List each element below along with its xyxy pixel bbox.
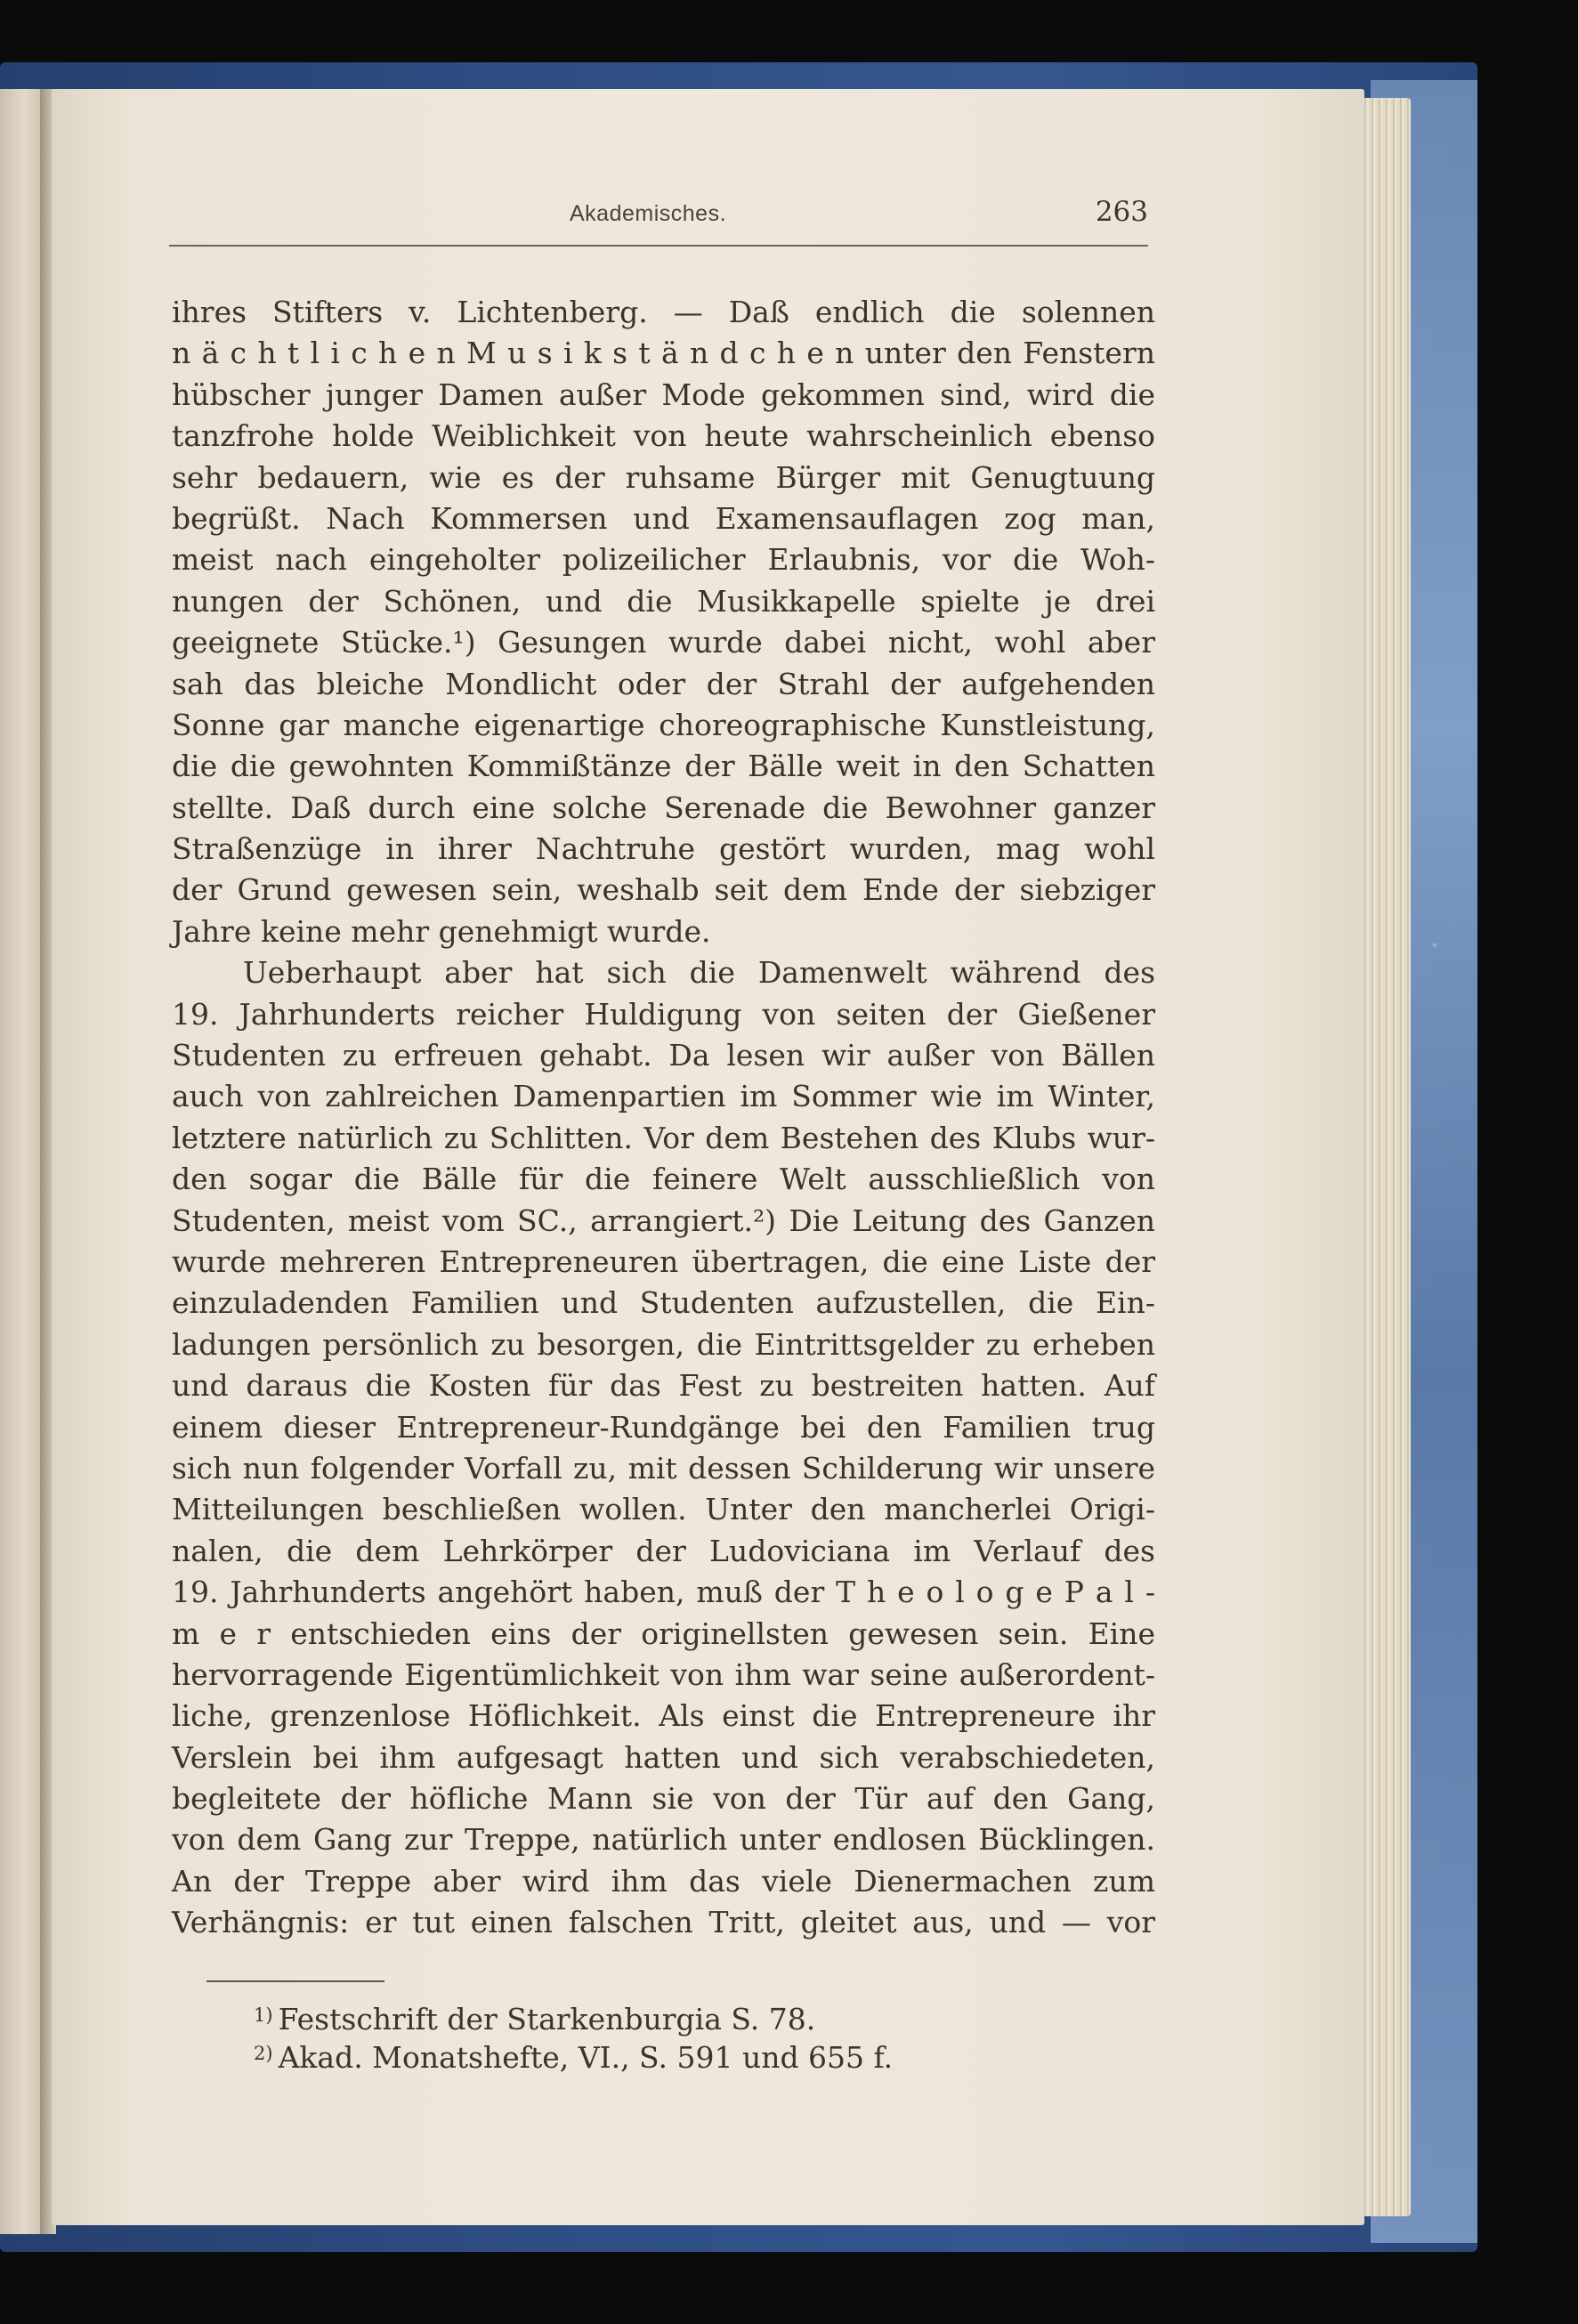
text-line: einzuladenden Familien und Studenten aufzustellen, die Ein- bbox=[172, 1285, 1155, 1321]
running-head: Akademisches. bbox=[570, 201, 727, 226]
text-line: Ueberhaupt aber hat sich die Damenwelt während des bbox=[243, 955, 1155, 991]
page-header bbox=[169, 196, 1148, 240]
text-line: hübscher junger Damen außer Mode gekommen sind, wird die bbox=[172, 377, 1155, 412]
page-number: 263 bbox=[1095, 196, 1148, 228]
header-rule bbox=[169, 245, 1148, 247]
footnote-text: Akad. Monatshefte, VI., S. 591 und 655 f. bbox=[278, 2040, 894, 2075]
text-line: Verslein bei ihm aufgesagt hatten und sich verabschiedeten, bbox=[172, 1739, 1155, 1775]
text-line: geeignete Stücke.¹) Gesungen wurde dabei nicht, wohl aber bbox=[172, 625, 1155, 660]
footnote-mark: 1) bbox=[254, 2004, 273, 2026]
text-line: meist nach eingeholter polizeilicher Erlaubnis, vor die Woh- bbox=[172, 542, 1155, 578]
text-line: ihres Stifters v. Lichtenberg. — Daß endlich die solennen bbox=[172, 295, 1155, 329]
text-line: von dem Gang zur Treppe, natürlich unter endlosen Bücklingen. bbox=[172, 1822, 1155, 1858]
text-line: nungen der Schönen, und die Musikkapelle spielte je drei bbox=[172, 583, 1155, 619]
text-line: begleitete der höfliche Mann sie von der Tür auf den Gang, bbox=[172, 1781, 1155, 1817]
text-line: stellte. Daß durch eine solche Serenade die Bewohner ganzer bbox=[172, 790, 1155, 825]
text-line: nalen, die dem Lehrkörper der Ludoviciana im Verlauf des bbox=[172, 1533, 1155, 1568]
text-line: die die gewohnten Kommißtänze der Bälle weit in den Schatten bbox=[172, 749, 1155, 784]
text-line: sich nun folgender Vorfall zu, mit dessen Schilderung wir unsere bbox=[172, 1450, 1155, 1486]
text-line: hervorragende Eigentümlichkeit von ihm war seine außerordent- bbox=[172, 1656, 1155, 1692]
text-line: einem dieser Entrepreneur-Rundgänge bei den Familien trug bbox=[172, 1409, 1155, 1445]
text-line: ladungen persönlich zu besorgen, die Eintrittsgelder zu erheben bbox=[172, 1326, 1155, 1362]
text-line: den sogar die Bälle für die feinere Welt ausschließlich von bbox=[172, 1162, 1155, 1197]
body-text bbox=[172, 292, 1155, 1944]
footnotes bbox=[254, 1998, 893, 2075]
text-line: der Grund gewesen sein, weshalb seit dem Ende der siebziger bbox=[172, 872, 1155, 908]
text-line: n ä c h t l i c h e n M u s i k s t ä n d c h e n unter den Fenstern bbox=[172, 336, 1155, 371]
text-line: Straßenzüge in ihrer Nachtruhe gestört wurden, mag wohl bbox=[172, 831, 1155, 867]
text-line: 19. Jahrhunderts reicher Huldigung von seiten der Gießener bbox=[172, 996, 1155, 1032]
text-line: 19. Jahrhunderts angehört haben, muß der T h e o l o g e P a l - bbox=[172, 1575, 1155, 1610]
text-line: sah das bleiche Mondlicht oder der Strahl der aufgehenden bbox=[172, 666, 1155, 701]
text-line: begrüßt. Nach Kommersen und Examensauflagen zog man, bbox=[172, 500, 1155, 536]
text-line: und daraus die Kosten für das Fest zu bestreiten hatten. Auf bbox=[172, 1368, 1155, 1404]
text-line: Studenten, meist vom SC., arrangiert.²) Die Leitung des Ganzen bbox=[172, 1202, 1155, 1238]
footnote-text: Festschrift der Starkenburgia S. 78. bbox=[278, 2002, 816, 2037]
left-page-edge bbox=[0, 89, 42, 2234]
text-line: auch von zahlreichen Damenpartien im Sommer wie im Winter, bbox=[172, 1079, 1155, 1114]
footnote-rule bbox=[206, 1980, 384, 1982]
footnote-mark: 2) bbox=[254, 2043, 273, 2064]
text-line: Verhängnis: er tut einen falschen Tritt, gleitet aus, und — vor bbox=[172, 1905, 1155, 1940]
text-line: wurde mehreren Entrepreneuren übertragen, die eine Liste der bbox=[172, 1243, 1155, 1279]
text-line: liche, grenzenlose Höflichkeit. Als einst die Entrepreneure ihr bbox=[172, 1698, 1155, 1734]
text-line: Mitteilungen beschließen wollen. Unter den mancherlei Origi- bbox=[172, 1492, 1155, 1527]
text-line: Sonne gar manche eigenartige choreographische Kunstleistung, bbox=[172, 707, 1155, 742]
text-line: Jahre keine mehr genehmigt wurde. bbox=[172, 913, 711, 949]
text-line: An der Treppe aber wird ihm das viele Dienermachen zum bbox=[172, 1863, 1155, 1899]
footnote bbox=[254, 1998, 893, 2037]
text-line: tanzfrohe holde Weiblichkeit von heute wahrscheinlich ebenso bbox=[172, 418, 1155, 454]
text-line: letztere natürlich zu Schlitten. Vor dem Bestehen des Klubs wur- bbox=[172, 1120, 1155, 1155]
text-line: sehr bedauern, wie es der ruhsame Bürger mit Genugtuung bbox=[172, 459, 1155, 495]
text-line: m e r entschieden eins der originellsten gewesen sein. Eine bbox=[172, 1615, 1155, 1651]
text-line: Studenten zu erfreuen gehabt. Da lesen wir außer von Bällen bbox=[172, 1038, 1155, 1073]
footnote bbox=[254, 2037, 893, 2075]
